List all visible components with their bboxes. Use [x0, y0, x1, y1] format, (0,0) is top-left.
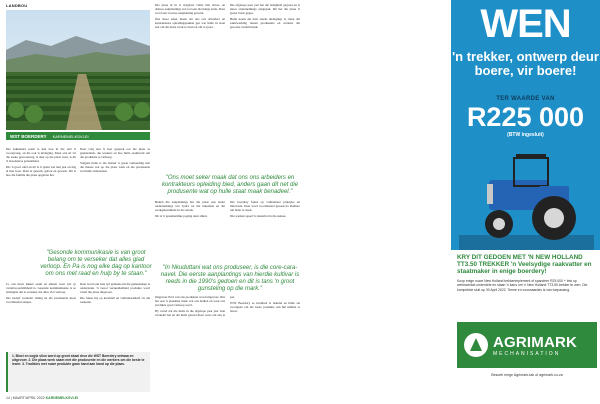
ad-body-text: Koop enige nuwe New Holland trekkerimplement of spandeer R25 000 + btw op werkswinkel-onderdele en staan 'n kans om 'n New Holland TT3.50-trekker te wen. Die kompetisie sluit op 30 April 2022. Terme en voorwaardes is van toepassing.	[457, 279, 588, 292]
paragraph: Die plaas lê in 'n vrugbare vallei met sitrus- en druiwe-aanplantings wat tot teen die hange strek. Daar word aan 'n nuwe aanplanting gewerk.	[155, 3, 225, 16]
agrimark-mark-icon	[463, 332, 489, 358]
section-tag: LANDBOU	[6, 3, 28, 8]
ad-logo-name: AGRIMARK	[493, 333, 578, 351]
paragraph: Hulle noem dat daar steeds uitdagings is, maar dat samewerking tussen produsente en werkers die grootste verskil maak.	[230, 16, 300, 29]
article-column-f	[80, 282, 150, 350]
paragraph: Daar word ook baie tyd gemaak om die gemeenskap te ondersteun. 'n Groot verskeidenheid produkte word vanaf die plaas uitgevoer.	[80, 282, 150, 295]
hero-photo	[6, 10, 150, 130]
paragraph: Volgens hulle is die sleutel 'n goeie verhouding met die mense wat op die plaas werk en die produsente wat hulle ondersteun.	[80, 160, 150, 173]
paragraph: Ons moet seker maak dat ons ons arbeiders en kontrakteurs opleidingspakket gee wat hulle in staat stel om die beste werk te doen en om te groei.	[155, 16, 225, 29]
tractor-image	[459, 140, 594, 250]
paragraph: Daar volg nou 'n kort gesprek oor die plaas se geskiedenis, die werkers en hoe hulle saamwerk om die produksie te verhoog.	[80, 147, 150, 160]
ad-footer-link[interactable]: Besoek enige Agrimark-tak of agrimark.co.za	[491, 373, 563, 377]
article-column-i	[155, 295, 300, 390]
footer-brand: KARNEMELKSVLEI	[45, 396, 79, 400]
paragraph: Dit is 'n gesamentlike poging deur almal.	[155, 213, 208, 218]
ad-hero	[451, 0, 600, 250]
page-footer	[6, 396, 78, 400]
ad-worth-label: TER WAARDE VAN	[496, 96, 555, 102]
paragraph: Buiten die aanplantings het die plaas ook ander ondernemings wat bydra tot die inkomste en die werkgeleenthede in die streek.	[155, 200, 225, 213]
paragraph: Die afgelope paar jaar het die besigheid gegroei en is nuwe ondernemings aangepak. Dit het die plaas 'n groter basis gegee.	[230, 3, 300, 16]
agrimark-logo[interactable]	[457, 322, 597, 368]
photo-caption-bar	[6, 132, 150, 140]
paragraph: Ongeveer 8o% van ons produksie word uitgevoer. Ons het ook 'n plaaslike mark wat ons bedien en waar ons produkte goed verkoop word.	[155, 295, 225, 308]
paragraph: Die sukkelend saam te kan bou in die reël 'n voorsprong, en dis ook 'n uitdaging. Maar ons sit vir die saake gewoonweg, is daar op die plaas weer, is dit 'n besonderse geleentheid.	[6, 147, 76, 164]
ad-offer-title: KRY DIT GEDOEN MET 'N NEW HOLLAND TT3.50 TREKKER 'n Veelsydige raakvatter en staatmaker in enige boerdery!	[457, 254, 592, 276]
pull-quote-3: "In Nkuduttani wat ons produseer, is die core-cara-navel. Die eerste aanplantings van hierdie kultivar is reeds in die 1990's gedoen en dit is tans 'n groot gunsteling op die mark."	[160, 265, 300, 292]
paragraph: Die werkers speel 'n sleutelrol in die sukses.	[230, 213, 287, 218]
article-column-b	[80, 147, 150, 247]
paragraph: Dis 'n groot tafel en dit is 'n gesin wat met jaar en dag al hier boer. Daar is gewerk, gebou en gewerk. Dit is hoe die familie die plaas opgebou het.	[6, 164, 76, 178]
paragraph: Die bedryf verander vinnig en die produsente moet voortdurend aanpas.	[6, 295, 76, 304]
article-column-h	[230, 200, 300, 260]
paragraph: Hy vertel dat die mark in die afgelope paar jaar baie verander het en dat hulle gereed moet wees om aan te pas.	[155, 295, 236, 317]
ad-headline: 'n trekker, ontwerp deur boere, vir boere!	[452, 49, 599, 78]
photo-caption-box: 1. Bloei en oogte slixo word op groot skaal deur die WST Boerdery ontwaa en uitgevoer. 2. Die plaas werk saam met die produsente en die werkers om die beste te lewer. 3. Tradisies met nuwe produkte gaan hand aan hand op die plaas.	[6, 352, 150, 392]
ad-vat-note: (BTW ingesluit)	[507, 132, 544, 138]
paragraph: Ja, ons moet lekker saam en elkeen weet wat sy verantwoordelikheid is. Gesonde kommunikasie is so belangrik om te verseker dat alles vlot verloop.	[6, 282, 76, 295]
pull-quote-2: "Ons moet seker maak dat ons ons arbeiders en kontrakteurs opleiding bied, anders gaan dit net die produsente wat op hulle staat maak benadeel."	[161, 175, 299, 195]
paragraph: Die boerdery fokus op volhoubare praktyke en innovasie. Daar word voortdurend gesoek na maniere om beter te doen.	[230, 200, 300, 213]
paragraph: WST Boerdery se kwaliteit is bekend en hulle sal voortgaan om die beste produkte aan hul kliënte te lewer.	[230, 300, 300, 313]
article-column-a	[6, 147, 76, 247]
pull-quote-1: "Gesonde kommunikasie is van groot belang om te verseker dat alles glad verloop. En Pa is nog elke dag op kantoor om ons met raad en hulp by te staan."	[40, 250, 152, 277]
footer-page: 14 | MAART/APRIL 2022	[6, 396, 45, 400]
caption-role: KARNEMELKSVLEI	[52, 133, 89, 139]
article-column-c	[155, 3, 225, 171]
ad-prize-amount: R225 000	[466, 102, 585, 132]
orchard-landscape-image	[6, 10, 150, 130]
article-column-e	[6, 282, 76, 350]
advertisement[interactable]	[451, 0, 600, 404]
paragraph: Die fokus bly op kwaliteit en volhoubaarheid vir die toekoms.	[80, 295, 150, 304]
article-column-d	[230, 3, 300, 171]
article-column-g	[155, 200, 225, 260]
ad-logo-sub: MECHANISATION	[493, 350, 561, 357]
ad-wen-title: WEN	[480, 2, 571, 46]
caption-name: WST BOERDERY	[10, 133, 47, 139]
